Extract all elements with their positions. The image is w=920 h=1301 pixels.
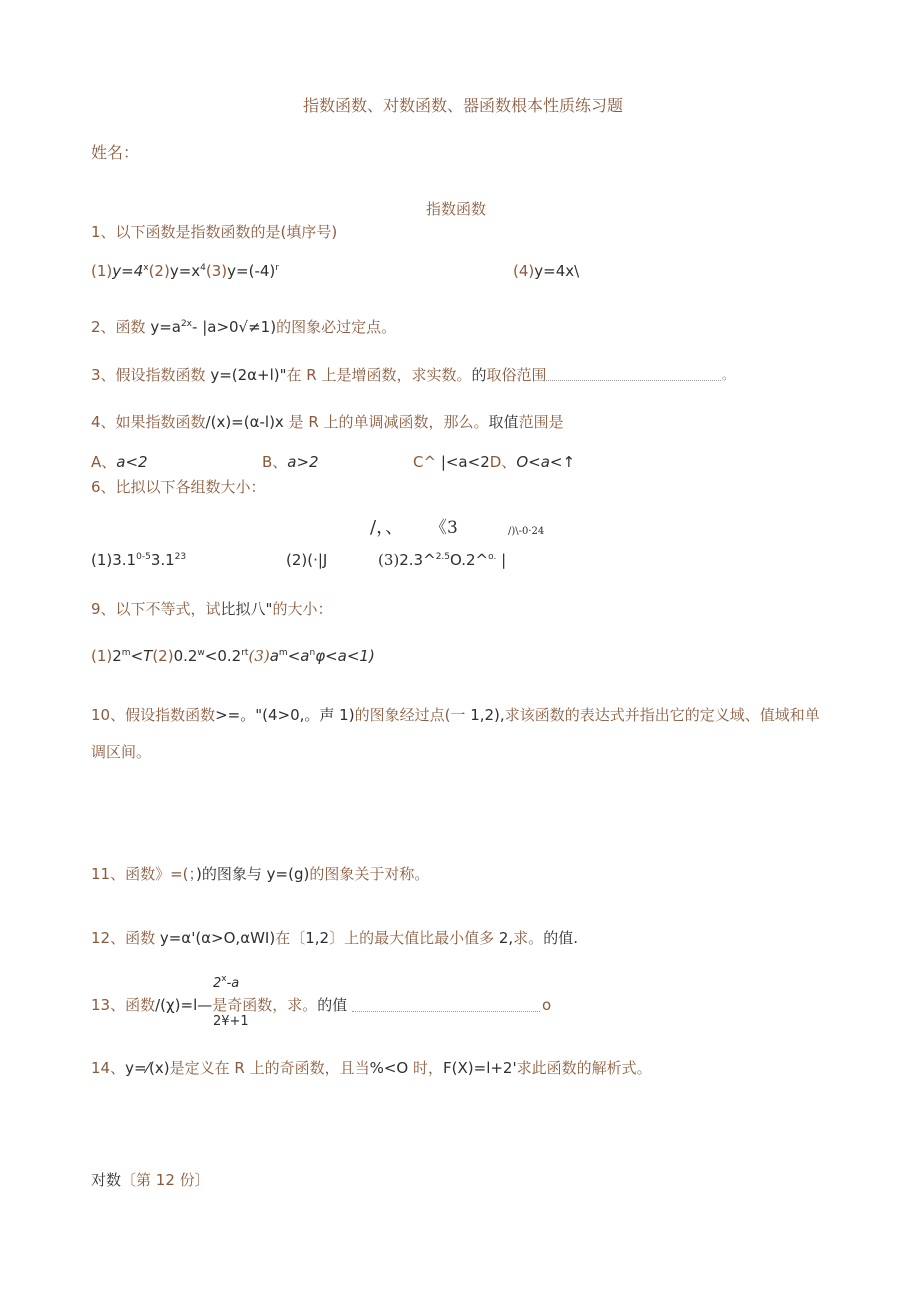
answer-blank[interactable] (352, 1010, 540, 1012)
section-heading-logarithm: 对数〔第 12 份〕 (91, 1171, 210, 1189)
option-b: B、a>2 (262, 453, 319, 471)
question-12: 12、函数 y=α'(α>O,αWI)在〔1,2〕上的最大值比最小值多 2,求。的值. (91, 929, 578, 947)
question-10-line-2: 调区间。 (91, 743, 152, 761)
question-13: 13、函数/(χ)=l—是奇函数，求。的值 (91, 996, 348, 1014)
question-6-fragment: 《3 (430, 518, 458, 538)
question-3: 3、假设指数函数 y=(2α+l)"在 R 上是增函数，求实数。的取俗范围 (91, 366, 547, 384)
question-6-item-2: (2)(·|J (286, 551, 328, 569)
question-6-item-3: (3)2.3^$^{2.5}$O.2^$^{o.}$ | (378, 551, 507, 569)
question-1-option-4: (4)y=4x\ (513, 262, 580, 280)
option-a: A、a<2 (91, 453, 148, 471)
question-1: 1、以下函数是指数函数的是(填序号) (91, 223, 338, 241)
question-10: 10、假设指数函数>=。"(4>0,。声 1)的图象经过点(一 1,2),求该函数的表达式并指出它的定义域、值域和单 (91, 706, 820, 724)
question-9: 9、以下不等式，试比拟八"的大小： (91, 600, 333, 618)
question-6-item-1: $(1)3.1^{0-5}3.1^{23}$ (91, 551, 187, 569)
section-heading-exponential: 指数函数 (426, 200, 487, 218)
question-6: 6、比拟以下各组数大小： (91, 478, 266, 496)
fraction-denominator: 2¥+1 (213, 1014, 249, 1029)
end-mark: o (542, 996, 552, 1014)
fraction-numerator: 2$^x$-a (213, 974, 240, 991)
question-6-fragment: /，、 (370, 517, 404, 538)
answer-blank[interactable] (543, 379, 721, 381)
question-9-items: $(1)2^m<T(2)0.2^w<0.2^{rt}(3)a^m<a^n\varphi<a<1$) (91, 647, 375, 665)
question-11: 11、函数》=(；)的图象与 y=(g)的图象关于对称。 (91, 865, 430, 883)
question-14: 14、y=⁄(x)是定义在 R 上的奇函数，且当%<O 时，F(X)=l+2'求此函数的解析式。 (91, 1059, 652, 1077)
question-4: 4、如果指数函数/(x)=(α-l)x 是 R 上的单调减函数，那么。取值范围是 (91, 413, 564, 431)
option-c-d: C^ |<a<2D、O<a<↑ (413, 453, 576, 471)
question-2: 2、函数 $y=a^{2x}-$ |a>0√≠1)的图象必过定点。 (91, 318, 397, 336)
name-label: 姓名： (91, 143, 140, 162)
question-1-options: $(1)y=4^x(2)y=x^4(3)y=(-4)^r$ (91, 262, 279, 280)
page-title: 指数函数、对数函数、器函数根本性质练习题 (303, 96, 624, 115)
end-mark: 。 (722, 368, 735, 382)
question-6-fragment: /)\-0·24 (508, 526, 545, 537)
